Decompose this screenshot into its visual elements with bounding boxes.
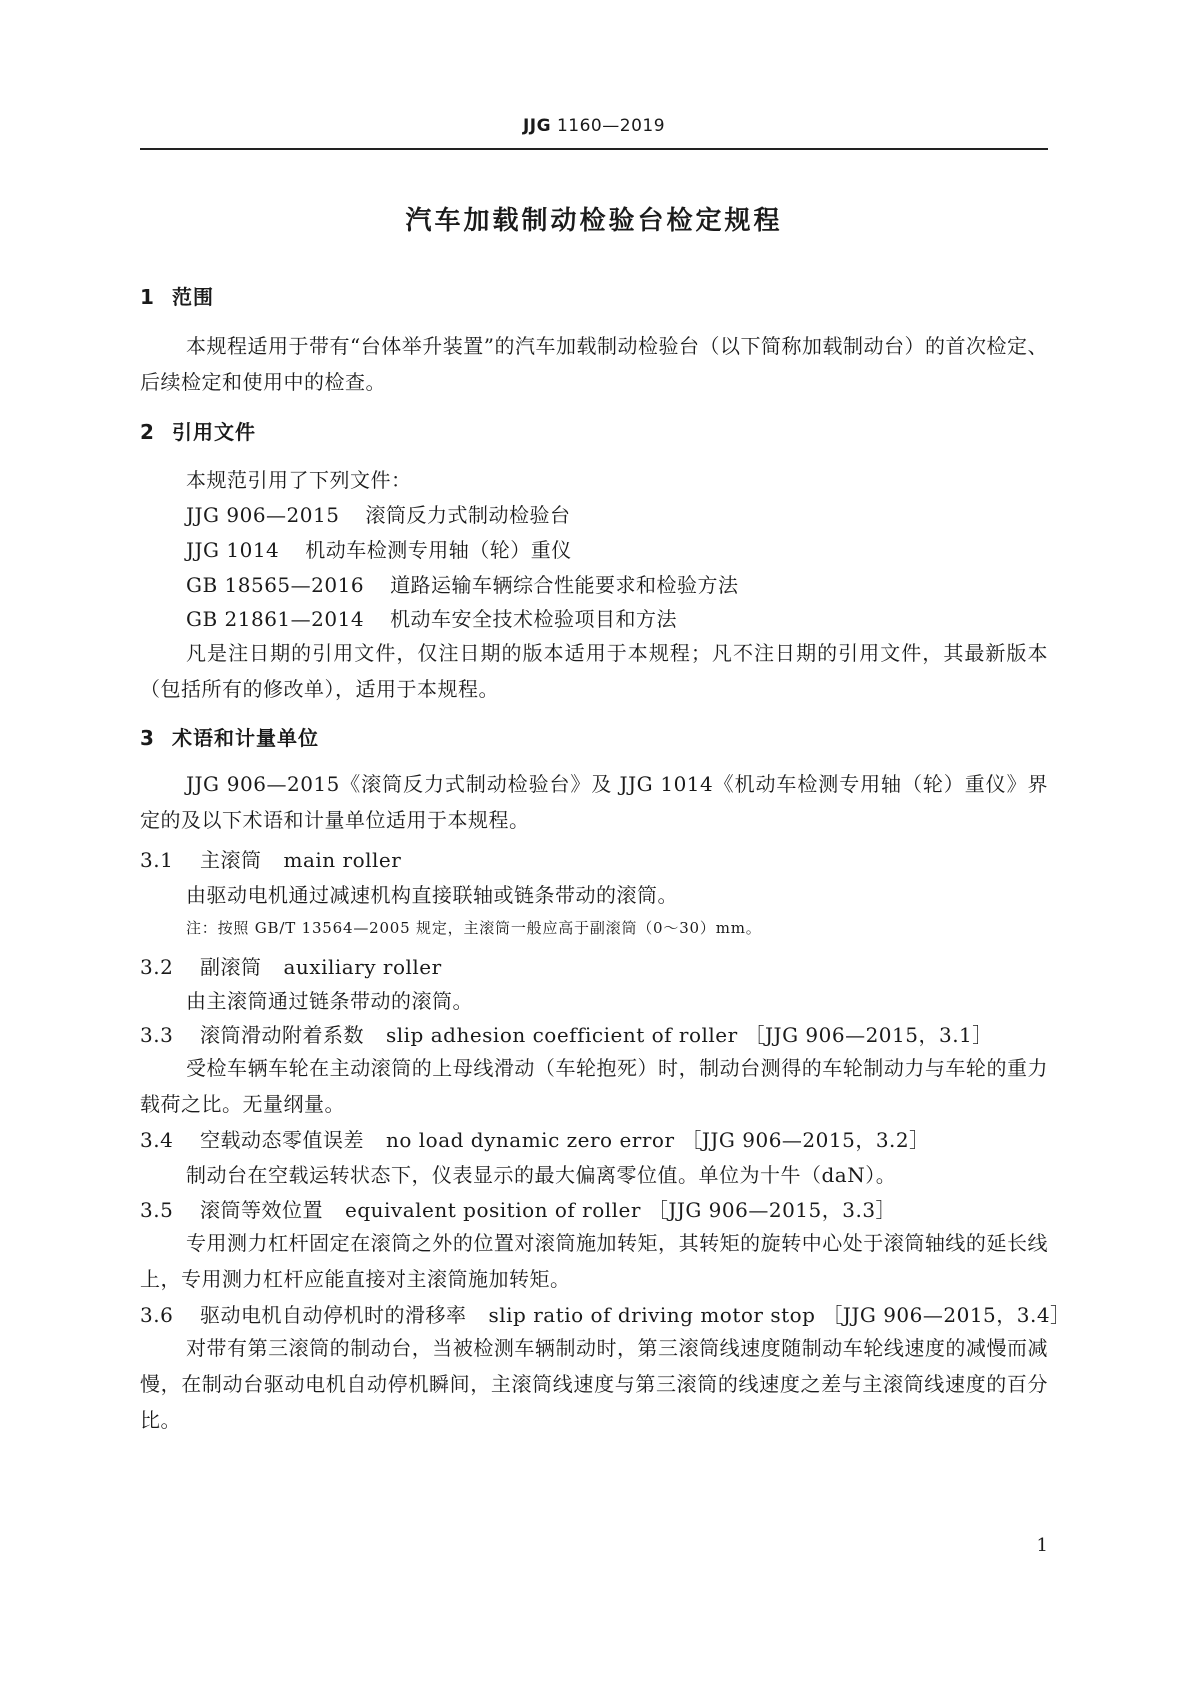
header-rule bbox=[140, 148, 1048, 150]
references-closing: 凡是注日期的引用文件，仅注日期的版本适用于本规程；凡不注日期的引用文件，其最新版本（包括所有的修改单），适用于本规程。 bbox=[140, 641, 1048, 701]
standard-code-prefix: JJG bbox=[522, 116, 552, 136]
term-number: 3.3 bbox=[140, 1023, 174, 1047]
term-definition: 由驱动电机通过减速机构直接联轴或链条带动的滚筒。 bbox=[186, 883, 678, 907]
section-2-heading bbox=[140, 416, 256, 445]
term-definition: 专用测力杠杆固定在滚筒之外的位置对滚筒施加转矩，其转矩的旋转中心处于滚筒轴线的延长线上，专用测力杠杆应能直接对主滚筒施加转矩。 bbox=[140, 1231, 1048, 1291]
term-heading bbox=[140, 1195, 896, 1225]
terms-intro: JJG 906—2015《滚筒反力式制动检验台》及 JJG 1014《机动车检测专用轴（轮）重仪》界定的及以下术语和计量单位适用于本规程。 bbox=[140, 772, 1048, 832]
term-chinese: 空载动态零值误差 bbox=[200, 1128, 364, 1152]
reference-name: 滚筒反力式制动检验台 bbox=[365, 503, 571, 527]
document-title: 汽车加载制动检验台检定规程 bbox=[405, 206, 783, 236]
term-english: equivalent position of roller ［JJG 906—2015，3.3］ bbox=[345, 1198, 897, 1222]
term-chinese: 滚筒滑动附着系数 bbox=[200, 1023, 364, 1047]
term-number: 3.6 bbox=[140, 1303, 174, 1327]
reference-item bbox=[186, 500, 570, 530]
section-title: 引用文件 bbox=[172, 420, 256, 444]
term-note: 注：按照 GB/T 13564—2005 规定，主滚筒一般应高于副滚筒（0～30）mm。 bbox=[186, 919, 762, 937]
term-english: slip ratio of driving motor stop ［JJG 906—2015，3.4］ bbox=[488, 1303, 1071, 1327]
section-title: 范围 bbox=[172, 285, 214, 309]
term-english: no load dynamic zero error ［JJG 906—2015，3.2］ bbox=[386, 1128, 930, 1152]
reference-code: JJG 1014 bbox=[186, 538, 280, 562]
page-number: 1 bbox=[1036, 1535, 1048, 1556]
reference-name: 机动车安全技术检验项目和方法 bbox=[390, 607, 678, 631]
document-page bbox=[140, 0, 1071, 1684]
reference-code: GB 18565—2016 bbox=[186, 573, 365, 597]
term-english: slip adhesion coefficient of roller ［JJG 906—2015，3.1］ bbox=[386, 1023, 993, 1047]
term-chinese: 驱动电机自动停机时的滑移率 bbox=[200, 1303, 467, 1327]
reference-item bbox=[186, 604, 677, 634]
term-definition: 对带有第三滚筒的制动台，当被检测车辆制动时，第三滚筒线速度随制动车轮线速度的减慢而减慢，在制动台驱动电机自动停机瞬间，主滚筒线速度与第三滚筒的线速度之差与主滚筒线速度的百分比。 bbox=[140, 1336, 1048, 1432]
reference-code: GB 21861—2014 bbox=[186, 607, 365, 631]
term-number: 3.5 bbox=[140, 1198, 174, 1222]
term-english: auxiliary roller bbox=[283, 955, 442, 979]
term-heading bbox=[140, 845, 401, 875]
term-number: 3.1 bbox=[140, 848, 174, 872]
term-definition: 制动台在空载运转状态下，仪表显示的最大偏离零位值。单位为十牛（daN）。 bbox=[186, 1163, 897, 1187]
term-heading bbox=[140, 952, 442, 982]
standard-code-number: 1160—2019 bbox=[556, 116, 666, 136]
reference-name: 机动车检测专用轴（轮）重仪 bbox=[305, 538, 572, 562]
section-number: 2 bbox=[140, 420, 155, 444]
section-1-heading bbox=[140, 281, 214, 310]
section-number: 1 bbox=[140, 285, 155, 309]
term-heading bbox=[140, 1300, 1071, 1330]
term-definition: 受检车辆车轮在主动滚筒的上母线滑动（车轮抱死）时，制动台测得的车轮制动力与车轮的重力载荷之比。无量纲量。 bbox=[140, 1056, 1048, 1116]
term-chinese: 主滚筒 bbox=[200, 848, 262, 872]
term-definition: 由主滚筒通过链条带动的滚筒。 bbox=[186, 989, 473, 1013]
running-header bbox=[140, 116, 1048, 136]
term-heading bbox=[140, 1020, 993, 1050]
section-title: 术语和计量单位 bbox=[172, 726, 319, 750]
term-heading bbox=[140, 1125, 930, 1155]
term-number: 3.4 bbox=[140, 1128, 174, 1152]
term-english: main roller bbox=[283, 848, 402, 872]
reference-item bbox=[186, 535, 572, 565]
reference-item bbox=[186, 570, 739, 600]
reference-name: 道路运输车辆综合性能要求和检验方法 bbox=[390, 573, 739, 597]
section-3-heading bbox=[140, 722, 319, 751]
term-number: 3.2 bbox=[140, 955, 174, 979]
term-chinese: 滚筒等效位置 bbox=[200, 1198, 323, 1222]
section-1-body: 本规程适用于带有“台体举升装置”的汽车加载制动检验台（以下简称加载制动台）的首次检定、后续检定和使用中的检查。 bbox=[140, 334, 1048, 394]
section-number: 3 bbox=[140, 726, 155, 750]
references-intro: 本规范引用了下列文件： bbox=[186, 468, 412, 492]
reference-code: JJG 906—2015 bbox=[186, 503, 340, 527]
term-chinese: 副滚筒 bbox=[200, 955, 262, 979]
